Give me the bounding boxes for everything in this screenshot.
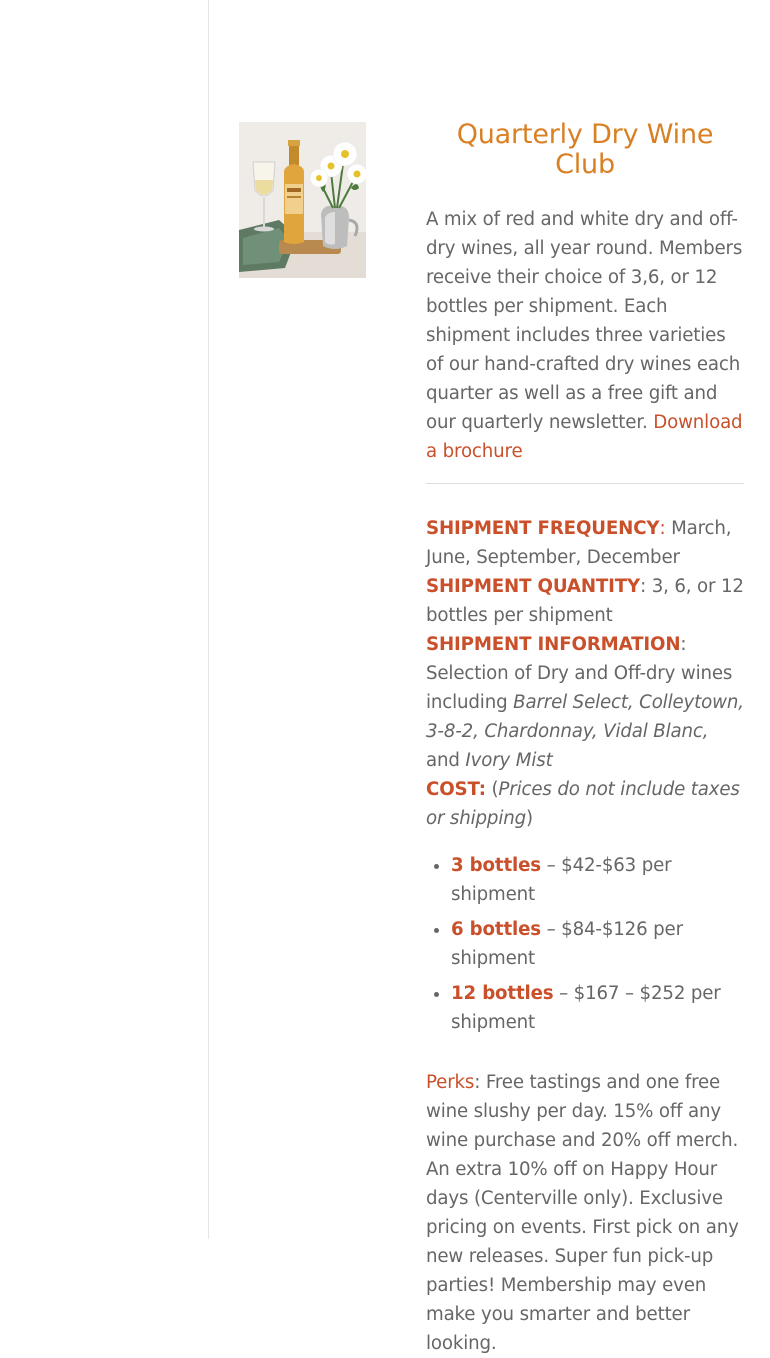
download-brochure-link[interactable]: Download a brochure [426,412,743,462]
shipment-frequency-label: SHIPMENT FREQUENCY [426,518,660,539]
product-title: Quarterly Dry Wine Club [456,119,714,180]
sidebar-divider [208,0,209,1239]
cost-note: Prices do not include taxes or shipping [426,779,740,829]
perks-text: Free tastings and one free wine slushy per day. 15% off any wine purchase and 20% off merch. An extra 10% off on Happy Hour days (Centerville only). Exclusive pricing on events. First pick on any new releases. Super fun pick-up parties! Membership may even make you smarter and better looking. [426,1072,739,1354]
last-wine: Ivory Mist [465,750,553,771]
pricing-tier-label: 12 bottles [451,983,554,1004]
wine-bottle-image [239,122,366,278]
list-item [451,915,744,973]
wine-list: Barrel Select, Colleytown, 3-8-2, Chardonnay, Vidal Blanc, [426,692,744,742]
pricing-list [426,851,744,1037]
pricing-tier-value: – $84-$126 per shipment [451,919,683,969]
shipment-quantity-value: 3, 6, or 12 bottles per shipment [426,576,744,626]
perks-paragraph: Perks: Free tastings and one free wine slushy per day. 15% off any wine purchase and 20% off merch. An extra 10% off on Happy Hour days (Centerville only). Exclusive pricing on events. First pick on any new releases. Super fun pick-up parties! Membership may even make you smarter and better looking. [426,1072,739,1354]
shipment-information-value: Selection of Dry and Off-dry wines including [426,663,733,713]
description-text: A mix of red and white dry and off-dry wines, all year round. Members receive their choice of 3,6, or 12 bottles per shipment. Each shipment includes three varieties of our hand-crafted dry wines each quarter as well as a free gift and our quarterly newsletter. [426,209,743,433]
list-item [451,851,744,909]
pricing-tier-value: – $42-$63 per shipment [451,855,672,905]
cost-label: COST: [426,779,486,800]
shipment-quantity-label: SHIPMENT QUANTITY [426,576,641,597]
and-text: and [426,750,460,771]
product-description [426,205,744,466]
list-item [451,979,744,1037]
product-content [426,120,744,1358]
pricing-tier-value: – $167 – $252 per shipment [451,983,721,1033]
section-divider [426,483,744,484]
shipment-information-label: SHIPMENT INFORMATION [426,634,681,655]
perks-label: Perks [426,1072,475,1093]
shipment-info: SHIPMENT FREQUENCY: March, June, September, December SHIPMENT QUANTITY: 3, 6, or 12 bottles per shipment SHIPMENT INFORMATION: Selection of Dry and Off-dry wines including Barrel Select, Colleytown, 3-8-2, Chardonnay, Vidal Blanc, and Ivory Mist COST: (Prices do not include taxes or shipping) [426,518,744,829]
shipment-frequency-value: March, June, September, December [426,518,732,568]
pricing-tier-label: 6 bottles [451,919,541,940]
pricing-tier-label: 3 bottles [451,855,541,876]
